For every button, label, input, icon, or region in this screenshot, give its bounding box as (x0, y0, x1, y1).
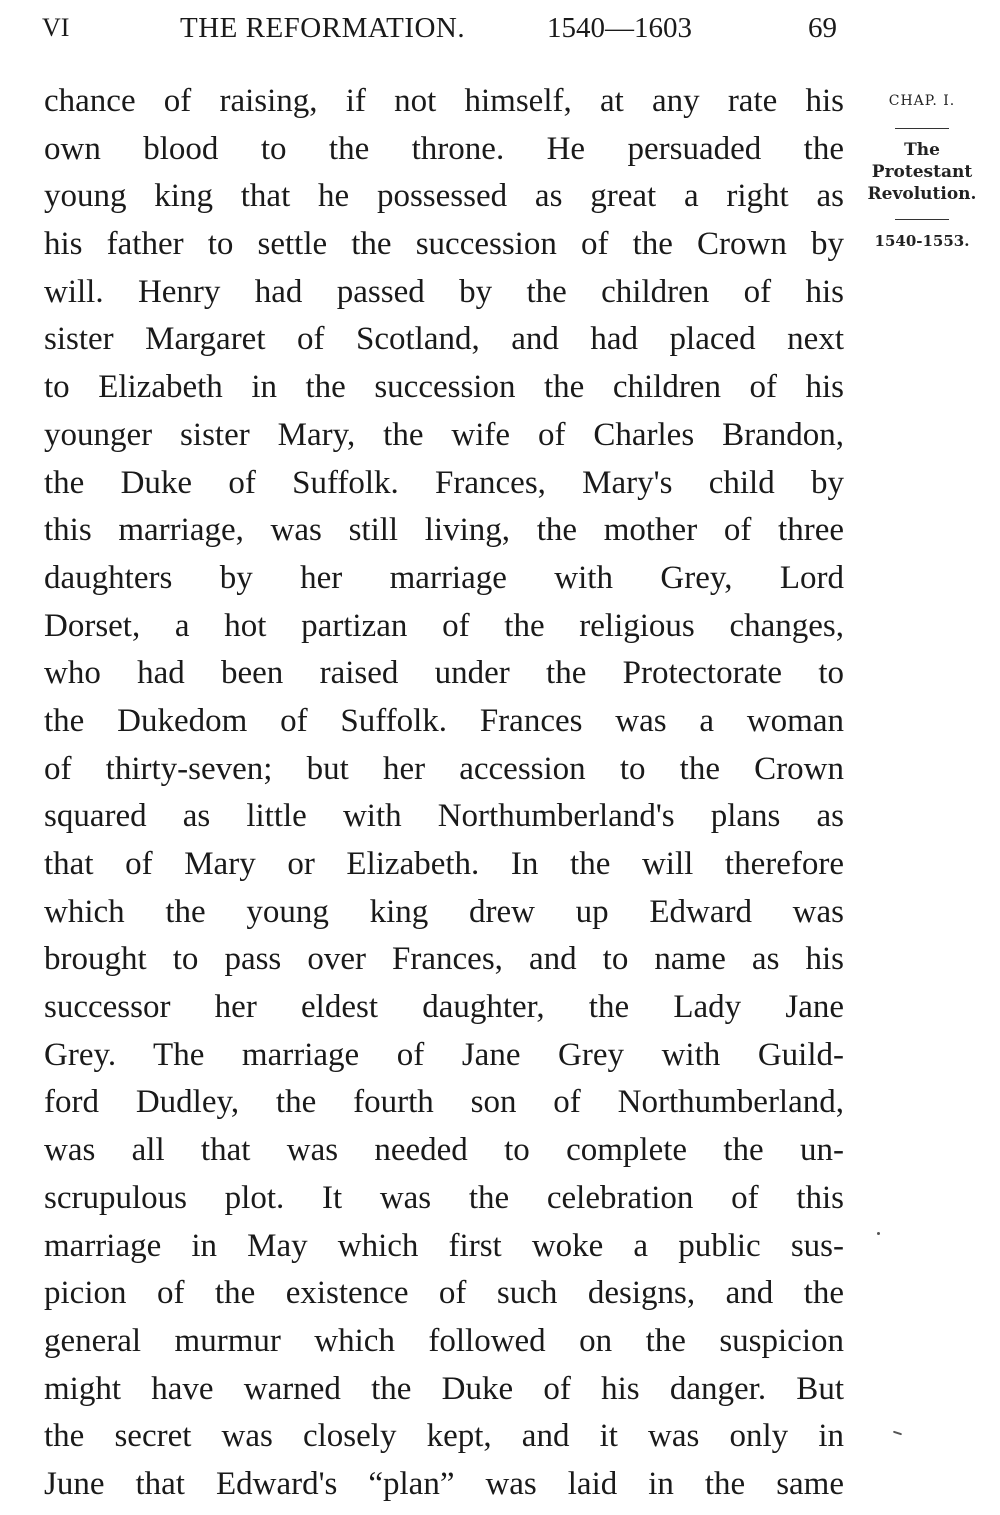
header-title: THE REFORMATION. (180, 12, 466, 44)
text-line: who had been raised under the Protectorate to (44, 655, 844, 692)
text-line: might have warned the Duke of his danger. But (44, 1370, 844, 1407)
margin-divider (895, 219, 949, 220)
text-line: which the young king drew up Edward was (44, 893, 844, 930)
margin-chapter-label: CHAP. I. (888, 93, 956, 109)
print-speck (877, 1232, 880, 1235)
header-chapter-number: VI (42, 13, 70, 42)
text-line: chance of raising, if not himself, at any rate his (44, 83, 844, 119)
text-line: own blood to the throne. He persuaded the (44, 130, 844, 167)
margin-topic (852, 139, 992, 205)
text-line: brought to pass over Frances, and to name as his (44, 941, 844, 978)
text-line: ford Dudley, the fourth son of Northumberland, (44, 1084, 844, 1121)
text-line: successor her eldest daughter, the Lady Jane (44, 989, 844, 1026)
text-line: his father to settle the succession of the Crown by (44, 226, 844, 263)
text-line: June that Edward's “plan” was laid in the same (44, 1465, 844, 1502)
text-line: the Duke of Suffolk. Frances, Mary's child by (44, 464, 844, 501)
margin-topic-line: Protestant (871, 162, 973, 182)
body-text (44, 78, 844, 1509)
text-line: marriage in May which first woke a public sus- (44, 1227, 844, 1264)
text-line: daughters by her marriage with Grey, Lord (44, 559, 844, 596)
text-line: to Elizabeth in the succession the children of his (44, 369, 844, 406)
margin-dates: 1540-1553. (874, 232, 970, 250)
text-line: squared as little with Northumberland's plans as (44, 798, 844, 835)
text-line: young king that he possessed as great a right as (44, 178, 844, 215)
text-line: Grey. The marriage of Jane Grey with Guild- (44, 1036, 844, 1073)
text-line: Dorset, a hot partizan of the religious changes, (44, 607, 844, 644)
margin-divider (895, 128, 949, 129)
text-line: was all that was needed to complete the un- (44, 1132, 844, 1169)
text-line: general murmur which followed on the suspicion (44, 1322, 844, 1359)
text-line: this marriage, was still living, the mother of three (44, 512, 844, 549)
text-line: the secret was closely kept, and it was only in (44, 1418, 844, 1455)
header-dates: 1540—1603 (547, 12, 692, 44)
page-number: 69 (808, 12, 837, 44)
running-header (42, 8, 842, 48)
margin-topic-line: The (904, 140, 940, 160)
text-line: of thirty-seven; but her accession to the Crown (44, 750, 844, 787)
text-line: scrupulous plot. It was the celebration of this (44, 1179, 844, 1216)
text-line: will. Henry had passed by the children of his (44, 273, 844, 310)
text-line: younger sister Mary, the wife of Charles Brandon, (44, 416, 844, 453)
margin-topic-line: Revolution. (867, 184, 977, 204)
text-line: picion of the existence of such designs, and the (44, 1275, 844, 1312)
print-speck (893, 1431, 902, 1436)
text-line: that of Mary or Elizabeth. In the will therefore (44, 846, 844, 882)
text-line: sister Margaret of Scotland, and had placed next (44, 321, 844, 358)
text-line: the Dukedom of Suffolk. Frances was a woman (44, 702, 844, 739)
